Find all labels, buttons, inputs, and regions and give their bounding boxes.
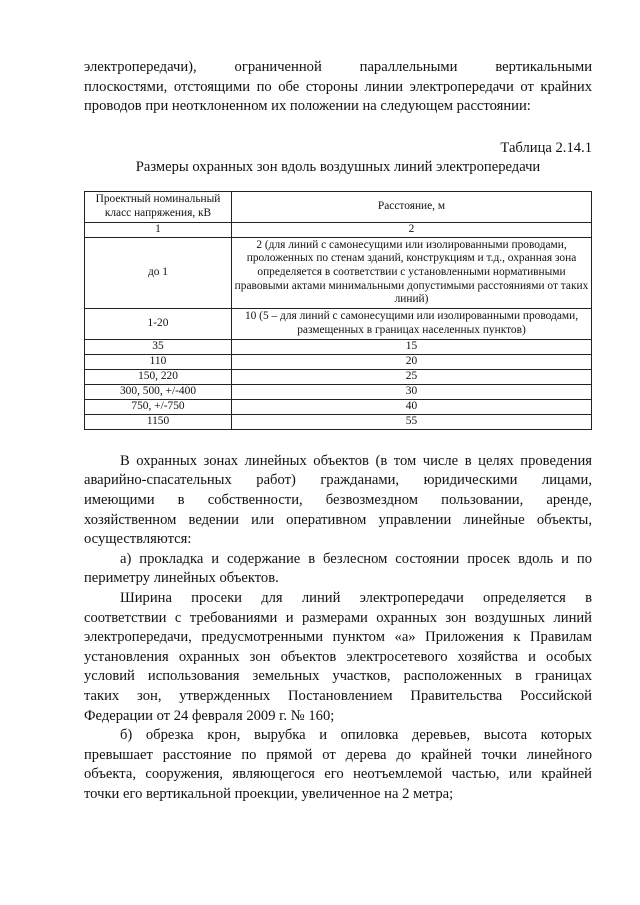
protection-zones-table (84, 191, 592, 430)
voltage-cell: 300, 500, +/-400 (85, 384, 232, 399)
body-text (84, 452, 592, 805)
text-line: В охранных зонах линейных объектов (в том числе в целях проведения (120, 452, 592, 469)
distance-cell: 55 (232, 414, 592, 429)
voltage-cell: 750, +/-750 (85, 399, 232, 414)
column-number: 2 (232, 222, 592, 237)
distance-cell: 15 (232, 339, 592, 354)
table-row (85, 237, 592, 308)
text-line: установления охранных зон объектов электросетевого хозяйства и особых (84, 648, 592, 665)
text-line: точки его вертикальной проекции, увеличенное на 2 метра; (84, 785, 454, 802)
text-line: превышает расстояние по прямой от дерева до крайней точки линейного (84, 746, 592, 763)
header-distance: Расстояние, м (232, 191, 592, 222)
text-line: б) обрезка крон, вырубка и опиловка деревьев, высота которых (120, 727, 592, 744)
text-line: соответствии с требованиями и размерами охранных зон воздушных линий (84, 609, 592, 626)
paragraph-protection-zones (84, 452, 592, 550)
intro-paragraph (84, 58, 592, 117)
distance-cell: 25 (232, 369, 592, 384)
text-line: периметру линейных объектов. (84, 570, 279, 587)
list-item-a (84, 550, 592, 589)
text-line: имеющими в собственности, безвозмездном пользовании, аренде, (84, 491, 592, 508)
text-line: условий использования земельных участков, расположенных в границах (84, 668, 592, 685)
text-line: таких зон, утвержденных Постановлением Правительства Российской (84, 687, 592, 704)
document-page (84, 58, 592, 804)
distance-cell: 2 (для линий с самонесущими или изолированными проводами, проложенных по стенам зданий, конструкциям и т.д., охранная зона определяется в соответствии с установленными нормативными правовыми актами минимальными допустимыми расстояниями от таких линий) (232, 237, 592, 308)
table-row (85, 399, 592, 414)
text-line: а) прокладка и содержание в безлесном состоянии просек вдоль и по (120, 550, 592, 567)
voltage-cell: 35 (85, 339, 232, 354)
text-line: электропередачи, предусмотренными пунктом «а» Приложения к Правилам (84, 629, 592, 646)
text-line: проводов при неотклоненном их положении на следующем расстоянии: (84, 98, 531, 115)
table-row (85, 308, 592, 339)
text-line: Ширина просеки для линий электропередачи определяется в (120, 589, 592, 606)
voltage-cell: 1-20 (85, 308, 232, 339)
distance-cell: 30 (232, 384, 592, 399)
text-line: плоскостями, отстоящими по обе стороны линии электропередачи от крайних (84, 78, 592, 95)
text-line: хозяйственном ведении или оперативном управлении линейные объекты, (84, 511, 592, 528)
column-number: 1 (85, 222, 232, 237)
distance-cell: 10 (5 – для линий с самонесущими или изолированными проводами, размещенных в границах населенных пунктов) (232, 308, 592, 339)
table-row (85, 384, 592, 399)
table-row (85, 354, 592, 369)
voltage-cell: 1150 (85, 414, 232, 429)
table-row (85, 369, 592, 384)
voltage-cell: до 1 (85, 237, 232, 308)
list-item-b (84, 726, 592, 804)
table-caption: Таблица 2.14.1 (500, 139, 592, 156)
distance-cell: 40 (232, 399, 592, 414)
table-row (85, 339, 592, 354)
voltage-cell: 110 (85, 354, 232, 369)
header-voltage-class: Проектный номинальный класс напряжения, кВ (85, 191, 232, 222)
text-line: осуществляются: (84, 531, 192, 548)
text-line: объекта, сооружения, являющегося его неотъемлемой частью, или крайней (84, 766, 592, 783)
table-header-row (85, 191, 592, 222)
table-row (85, 414, 592, 429)
distance-cell: 20 (232, 354, 592, 369)
table-numbering-row (85, 222, 592, 237)
text-line: Федерации от 24 февраля 2009 г. № 160; (84, 707, 335, 724)
table-title: Размеры охранных зон вдоль воздушных линий электропередачи (135, 158, 541, 175)
voltage-cell: 150, 220 (85, 369, 232, 384)
text-line: электропередачи), ограниченной параллельными вертикальными (84, 59, 592, 75)
paragraph-clearing-width (84, 589, 592, 726)
text-line: аварийно-спасательных работ) гражданами, юридическими лицами, (84, 472, 592, 489)
